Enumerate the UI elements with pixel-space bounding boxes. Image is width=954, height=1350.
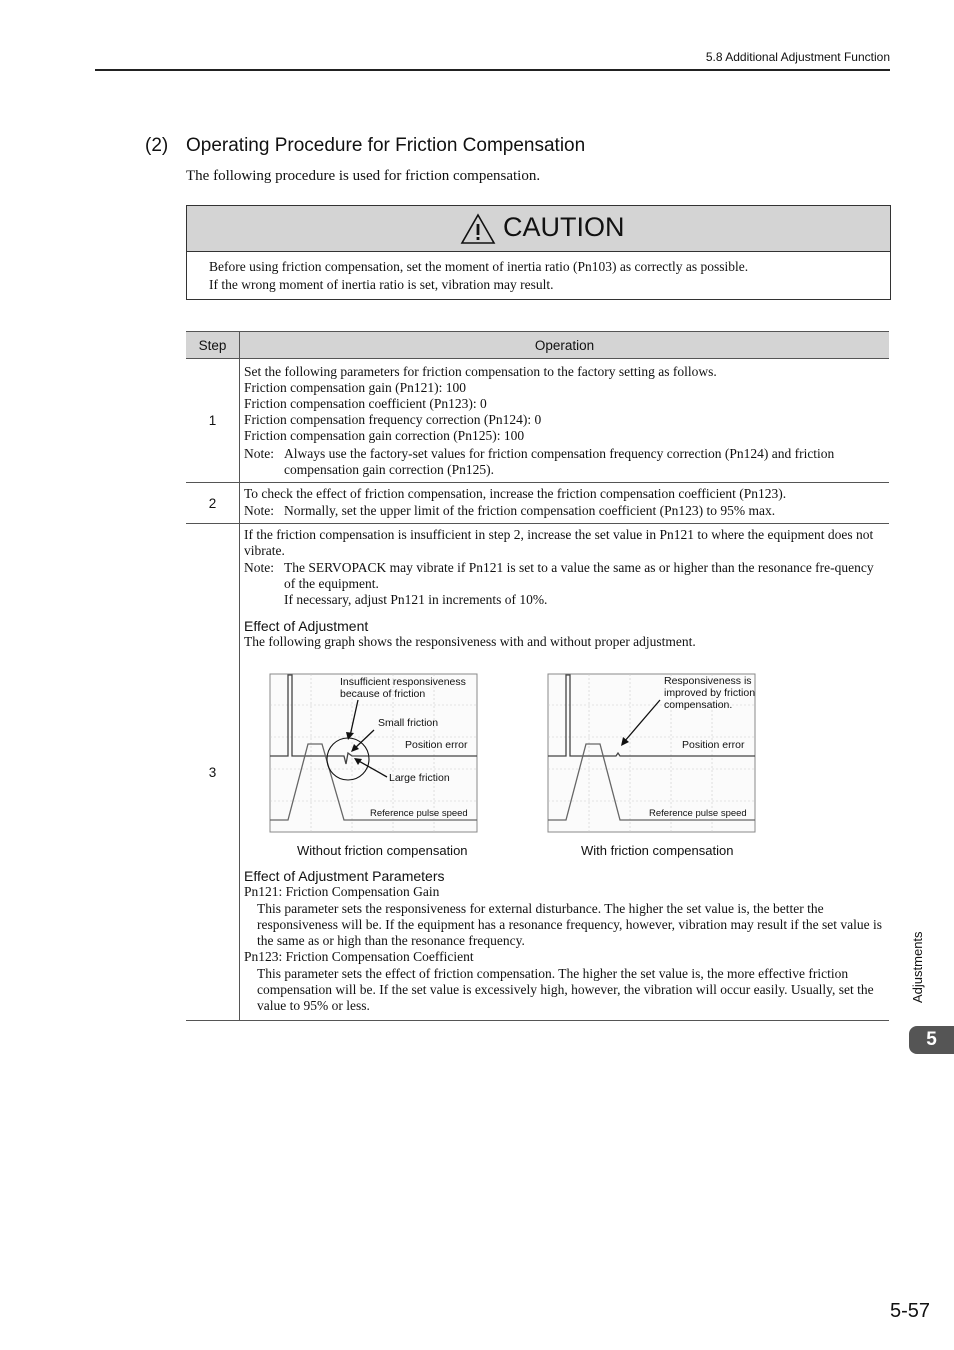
warning-triangle-icon (460, 213, 496, 245)
caution-line: Before using friction compensation, set the moment of inertia ratio (Pn103) as correctly as possible. (209, 259, 749, 274)
table-header-row (186, 332, 889, 359)
effect-heading: Effect of Adjustment (244, 618, 369, 634)
caution-text (187, 252, 890, 300)
caution-header (187, 206, 890, 252)
step-number: 2 (186, 483, 240, 524)
note-text: Always use the factory-set values for friction compensation frequency correction (Pn124) and friction compensation gain correction (Pn125). (284, 446, 835, 477)
params-heading: Effect of Adjustment Parameters (244, 868, 445, 884)
chapter-tab: 5 (909, 1026, 954, 1054)
note-label: Note: (244, 446, 274, 461)
caution-title: CAUTION (503, 212, 625, 242)
label-insufficient-responsiveness: Insufficient responsiveness because of friction (340, 676, 466, 700)
caution-box (186, 205, 891, 300)
operation-line: If the friction compensation is insufficient in step 2, increase the set value in Pn121 to where the equipment does not vibrate. (244, 527, 874, 558)
intro-paragraph: The following procedure is used for friction compensation. (186, 168, 541, 184)
step-operation (240, 483, 890, 524)
pn121-text: This parameter sets the responsiveness for external disturbance. The higher the set value is, the better the responsiveness will be. If the equipment has a resonance frequency, however, vibration may result if the set value is the same as or high than the resonance frequency. (257, 901, 883, 948)
section-number: (2) (145, 135, 169, 156)
table-row (186, 524, 889, 1021)
effect-text: The following graph shows the responsiveness with and without proper adjustment. (244, 634, 696, 649)
operation-column-header: Operation (240, 332, 890, 359)
step-number: 1 (186, 359, 240, 483)
operation-line: Friction compensation gain (Pn121): 100 (244, 380, 466, 395)
section-title (145, 135, 585, 157)
label-position-error: Position error (405, 739, 468, 751)
note-label: Note: (244, 560, 274, 575)
table-row (186, 483, 889, 524)
page-number: 5-57 (889, 1300, 930, 1322)
label-position-error: Position error (682, 739, 745, 751)
note-text: Normally, set the upper limit of the friction compensation coefficient (Pn123) to 95% max. (284, 503, 776, 518)
note (244, 446, 885, 478)
step-operation (240, 359, 890, 483)
pn123-title: Pn123: Friction Compensation Coefficient (244, 949, 474, 964)
label-small-friction: Small friction (378, 717, 439, 729)
operation-line: To check the effect of friction compensation, increase the friction compensation coefficient (Pn123). (244, 486, 787, 501)
note-label: Note: (244, 503, 274, 518)
label-large-friction: Large friction (389, 772, 450, 784)
operation-line: Friction compensation coefficient (Pn123): 0 (244, 396, 487, 411)
section-title-text: Operating Procedure for Friction Compensation (186, 135, 586, 156)
header-rule (95, 69, 890, 71)
response-graphs (244, 654, 885, 864)
note-text (284, 560, 885, 608)
operation-line: Friction compensation frequency correction (Pn124): 0 (244, 412, 542, 427)
procedure-table (186, 331, 889, 1021)
running-header: 5.8 Additional Adjustment Function (705, 50, 890, 64)
step-column-header: Step (186, 332, 240, 359)
step-number: 3 (186, 524, 240, 1021)
caution-line: If the wrong moment of inertia ratio is set, vibration may result. (209, 277, 554, 292)
pn121-title: Pn121: Friction Compensation Gain (244, 884, 440, 899)
operation-line: Set the following parameters for friction compensation to the factory setting as follows. (244, 364, 717, 379)
caption-without-compensation: Without friction compensation (297, 843, 468, 858)
note-text-1: The SERVOPACK may vibrate if Pn121 is set to a value the same as or higher than the resonance fre-quency of the equipment. (284, 560, 874, 591)
note (244, 560, 885, 608)
pn123-text: This parameter sets the effect of friction compensation. The higher the set value is, the more effective friction compensation will be. If the set value is excessively high, however, the vibration will occur easily. Usually, set the value to 95% or less. (257, 966, 874, 1013)
label-reference-pulse-speed: Reference pulse speed (370, 808, 468, 819)
caption-with-compensation: With friction compensation (581, 843, 734, 858)
label-responsiveness-improved: Responsiveness is improved by friction compensation. (664, 675, 756, 711)
note-text-2: If necessary, adjust Pn121 in increments of 10%. (284, 592, 548, 607)
operation-line: Friction compensation gain correction (Pn125): 100 (244, 428, 525, 443)
table-row (186, 359, 889, 483)
label-reference-pulse-speed: Reference pulse speed (649, 808, 747, 819)
note (244, 503, 885, 519)
step-operation (240, 524, 890, 1021)
chapter-side-label: Adjustments (910, 931, 925, 1003)
